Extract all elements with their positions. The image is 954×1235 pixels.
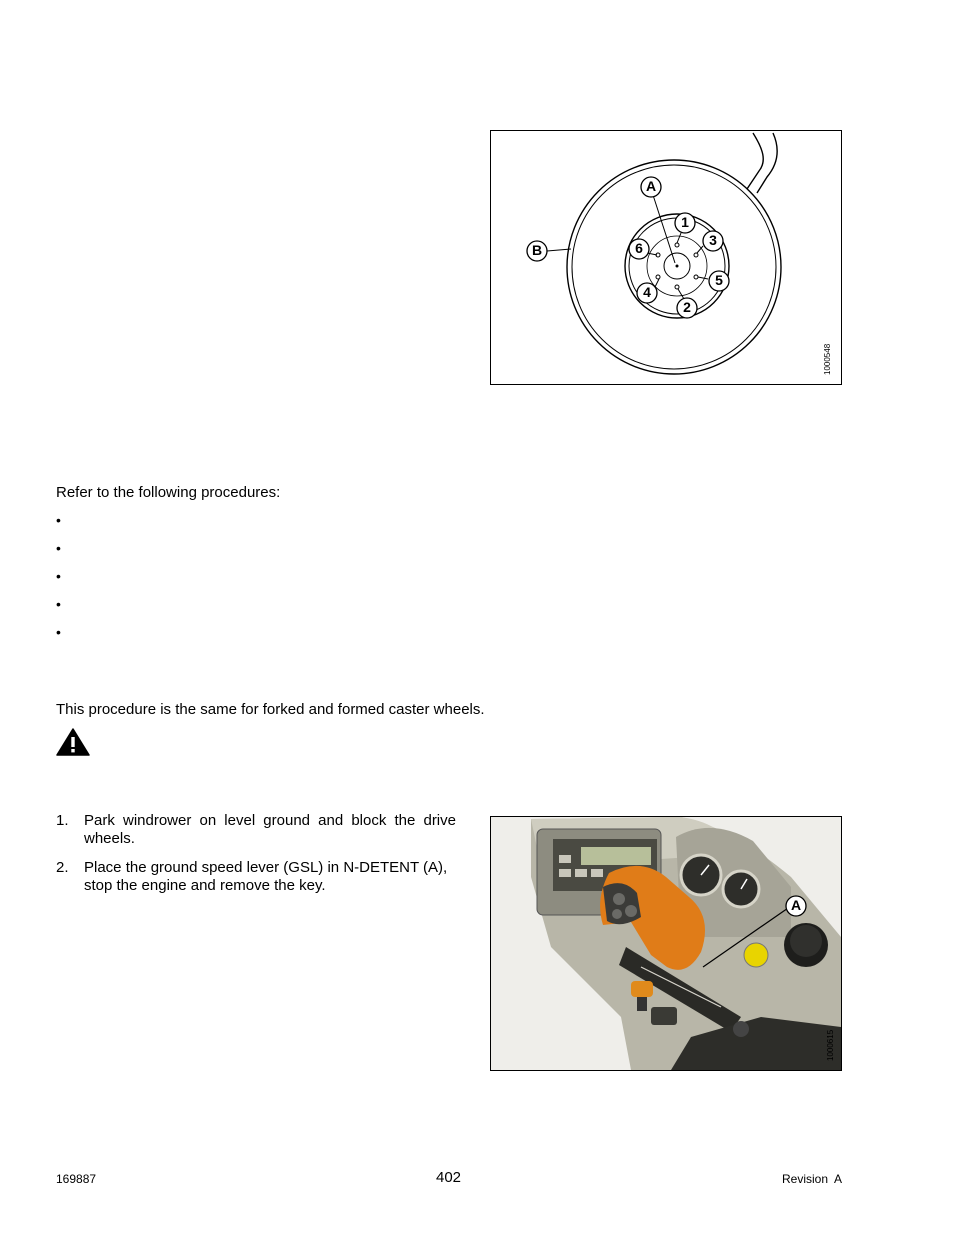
- warning-icon: [56, 728, 90, 761]
- step-text: Park windrower on level ground and block the drive wheels.: [84, 812, 456, 847]
- figure-ref-number: 1000615: [826, 1029, 835, 1061]
- step-text: Place the ground speed lever (GSL) in N-DETENT (A), stop the engine and remove the key.: [84, 859, 448, 894]
- console-photo: [491, 817, 841, 1070]
- doc-number: 169887: [56, 1172, 97, 1186]
- bolt-label-1: 1: [681, 214, 689, 230]
- bullet-item: •: [56, 596, 61, 612]
- procedure-note: This procedure is the same for forked and formed caster wheels.: [56, 701, 485, 718]
- bolt-label-4: 4: [643, 284, 651, 300]
- step-number: 1.: [56, 812, 69, 829]
- wheel-bolt-figure: [490, 130, 842, 385]
- callout-a-label: A: [790, 897, 802, 913]
- bullet-item: •: [56, 540, 61, 556]
- page-number: 402: [436, 1169, 462, 1186]
- bolt-label-2: 2: [683, 299, 691, 315]
- bolt-label-3: 3: [709, 232, 717, 248]
- intro-text: Refer to the following procedures:: [56, 484, 281, 501]
- figure-ref-number: 1000548: [823, 343, 832, 375]
- revision: Revision A: [782, 1172, 843, 1186]
- console-photo-figure: [490, 816, 842, 1071]
- bullet-item: •: [56, 624, 61, 640]
- step-2: [56, 859, 456, 895]
- bolt-label-6: 6: [635, 240, 643, 256]
- bullet-item: •: [56, 568, 61, 584]
- bolt-label-5: 5: [715, 272, 723, 288]
- step-1: [56, 812, 456, 848]
- callout-b-label: B: [531, 242, 543, 258]
- step-number: 2.: [56, 859, 69, 876]
- callout-a-label: A: [645, 178, 657, 194]
- bullet-item: •: [56, 512, 61, 528]
